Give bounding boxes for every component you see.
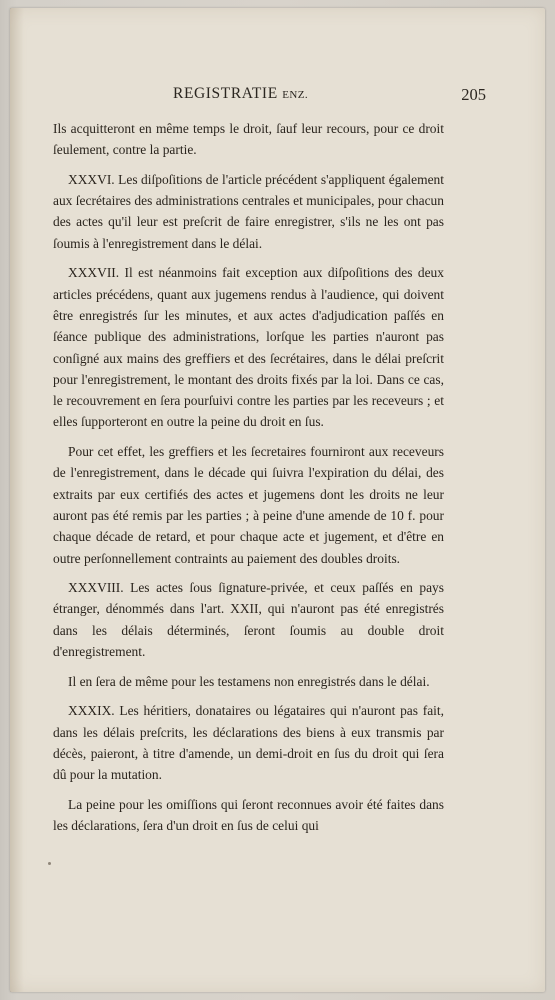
body-text (53, 118, 444, 845)
paragraph-continuation: Ils acquitteront en même temps le droit, ſauf leur recours, pour ce droit ſeulement, contre la partie. (53, 121, 444, 158)
paragraph-article-39-cont: La peine pour les omiſſions qui ſeront reconnues avoir été faites dans les déclarations, ſera d'un droit en ſus de celui qui (53, 796, 444, 833)
paragraph-article-36: XXXVI. Les diſpoſitions de l'article précédent s'appliquent également aux ſecrétaires des administrations centrales et municipales, pour chacun des actes qu'il leur est preſcrit de faire enregistrer, s'ils ne les ont pas ſoumis à l'enregistrement dans le délai. (53, 171, 444, 251)
page-number: 205 (461, 85, 486, 104)
running-title (173, 85, 308, 103)
running-title-suffix: ENZ. (282, 89, 308, 101)
paragraph-article-38-cont: Il en ſera de même pour les testamens non enregistrés dans le délai. (68, 673, 430, 689)
paragraph-article-37: XXXVII. Il est néanmoins fait exception aux diſpoſitions des deux articles précédens, quant aux jugemens rendus à l'audience, qui doivent être enregistrés ſur les minutes, et aux actes d'adjudication paſſés en ſéance publique des administrations, lorſque les parties n'auront pas conſigné aux mains des greffiers et des ſecrétaires, dans le délai preſcrit pour l'enregistrement, le montant des droits fixés par la loi. Dans ce cas, le recouvrement en ſera pourſuivi contre les parties par les receveurs ; et elles ſupporteront en outre la peine du droit en ſus. (53, 265, 444, 430)
ink-speck (48, 862, 51, 865)
spine-shadow (10, 8, 24, 992)
paragraph-article-37-cont: Pour cet effet, les greffiers et les ſecretaires fourniront aux receveurs de l'enregistrement, dans le décade qui ſuivra l'expiration du délai, des extraits par eux certifiés des actes et jugemens dont les droits ne leur auront pas été remis par les parties ; à peine d'une amende de 10 f. pour chaque décade de retard, et pour chaque acte et jugement, et d'être en outre perſonnellement contraints au paiement des doubles droits. (53, 444, 444, 566)
paragraph-article-38: XXXVIII. Les actes ſous ſignature-privée, et ceux paſſés en pays étranger, dénommés dans l'art. XXII, qui n'auront pas été enregistrés dans les délais déterminés, ſeront ſoumis au double droit d'enregistrement. (53, 580, 444, 660)
page-header (40, 85, 490, 107)
running-title-main: REGISTRATIE (173, 85, 278, 102)
paragraph-article-39: XXXIX. Les héritiers, donataires ou légataires qui n'auront pas fait, dans les délais preſcrits, les déclarations des biens à eux transmis par décès, paieront, à titre d'amende, un demi-droit en ſus du droit qui ſera dû pour la mutation. (53, 703, 444, 783)
